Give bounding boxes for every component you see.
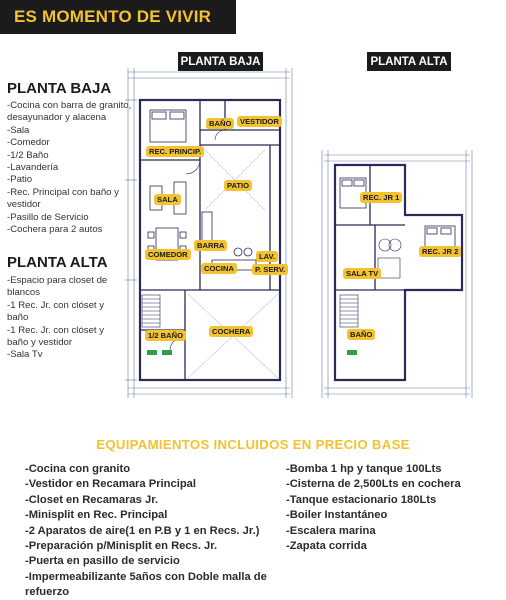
equipamiento-list-left <box>25 462 285 600</box>
equipamiento-list-right <box>286 462 501 554</box>
list-item: -Vestidor en Recamara Principal <box>25 478 196 491</box>
room-tag-bano-pb: BAÑO <box>206 118 234 129</box>
list-item: -1/2 Baño <box>7 149 49 161</box>
list-item: -Minisplit en Rec. Principal <box>25 509 168 522</box>
list-item: -Sala <box>7 124 30 136</box>
list-item: -Impermeabilizante 5años con Doble malla de refuerzo <box>25 570 267 599</box>
list-item: -Bomba 1 hp y tanque 100Lts <box>286 463 442 475</box>
room-tag-patio: PATIO <box>224 180 252 191</box>
list-item: -Comedor <box>7 137 50 149</box>
room-tag-barra: BARRA <box>194 240 227 251</box>
planta-baja-heading: PLANTA BAJA <box>7 80 112 97</box>
planta-baja-label: PLANTA BAJA <box>178 52 263 71</box>
list-item: -Cochera para 2 autos <box>7 224 103 236</box>
list-item: -Cisterna de 2,500Lts en cochera <box>286 478 461 491</box>
list-item: -Lavandería <box>7 162 59 174</box>
bathroom-fixture-icon <box>378 239 401 278</box>
list-item: -Closet en Recamaras Jr. <box>25 493 159 506</box>
list-item: -1 Rec. Jr. con clóset y baño <box>7 299 105 324</box>
room-tag-sala-tv: SALA TV <box>343 268 381 279</box>
room-tag-p-serv: P. SERV. <box>252 264 288 275</box>
list-item: -Escalera marina <box>286 524 376 537</box>
list-item: -Rec. Principal con baño y vestidor <box>7 186 119 211</box>
stairs-pa-icon <box>340 295 358 327</box>
list-item: -Cocina con granito <box>25 463 131 475</box>
room-tag-lav: LAV. <box>256 251 278 262</box>
list-item: -Espacio para closet de blancos <box>7 275 108 299</box>
room-tag-medio-bano: 1/2 BAÑO <box>145 330 186 341</box>
room-tag-vestidor: VESTIDOR <box>237 116 282 127</box>
equipamiento-heading: EQUIPAMIENTOS INCLUIDOS EN PRECIO BASE <box>96 437 410 452</box>
list-item: -Patio <box>7 174 33 186</box>
room-tag-rec-jr2: REC. JR 2 <box>419 246 461 257</box>
list-item: -Cocina con barra de granito, desayunador y alacena <box>7 100 132 124</box>
room-tag-bano-pa: BAÑO <box>347 329 375 340</box>
bed-icon <box>150 110 186 142</box>
room-tag-cochera: COCHERA <box>209 326 253 337</box>
list-item: -Puerta en pasillo de servicio <box>25 555 180 568</box>
list-item: -1 Rec. Jr. con clóset y baño y vestidor <box>7 324 105 349</box>
room-tag-comedor: COMEDOR <box>145 249 191 260</box>
room-tag-sala: SALA <box>154 194 181 205</box>
stairs-pb-icon <box>142 295 160 327</box>
list-item: -2 Aparatos de aire(1 en P.B y 1 en Recs. Jr.) <box>25 524 260 537</box>
list-item: -Zapata corrida <box>286 540 367 553</box>
room-tag-cocina: COCINA <box>201 263 237 274</box>
room-tag-rec-principal: REC. PRINCIP. <box>146 146 204 157</box>
page-title: ES MOMENTO DE VIVIR <box>14 7 212 26</box>
list-item: -Tanque estacionario 180Lts <box>286 493 437 506</box>
plant-icon <box>347 350 357 355</box>
planta-alta-heading: PLANTA ALTA <box>7 254 108 271</box>
list-item: -Pasillo de Servicio <box>7 211 89 223</box>
list-item: -Preparación p/Minisplit en Recs. Jr. <box>25 540 218 553</box>
room-tag-rec-jr1: REC. JR 1 <box>360 192 402 203</box>
list-item: -Boiler Instantáneo <box>286 509 388 522</box>
list-item: -Sala Tv <box>7 349 43 361</box>
planta-alta-label: PLANTA ALTA <box>367 52 451 71</box>
